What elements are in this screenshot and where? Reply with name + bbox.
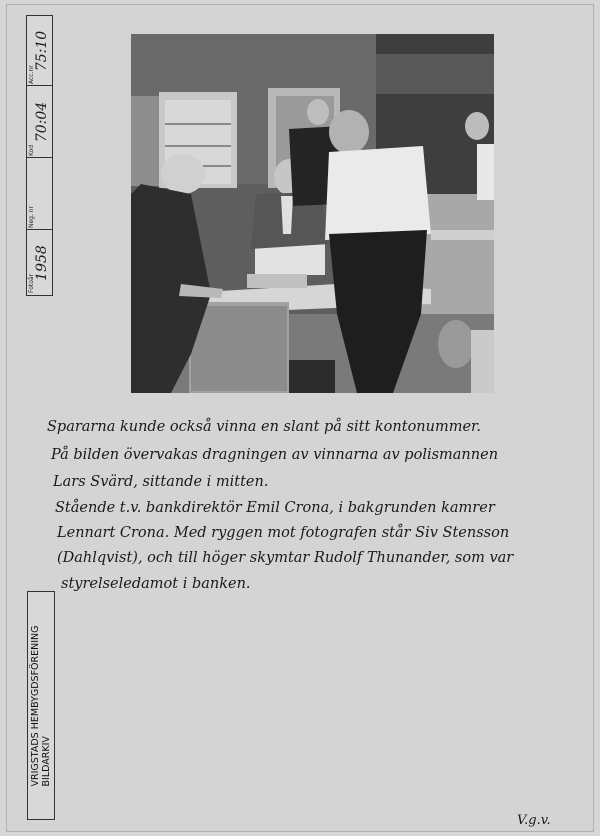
field-kod [27,86,52,158]
field-acc-nr-value: 75:10 [33,30,50,71]
caption-line-3: Lars Svärd, sittande i mitten. [53,474,269,490]
field-fotoar-value: 1958 [33,244,50,281]
archive-card [6,4,594,832]
archive-org-name: VRIGSTADS HEMBYGDSFÖRENING [30,625,41,786]
catalog-info-box [26,15,53,296]
caption-line-5: Lennart Crona. Med ryggen mot fotografen står Siv Stensson [57,525,510,541]
bank-lottery-drawing-photo [131,34,494,393]
archive-collection-name: BILDARKIV [41,735,52,786]
caption-line-7: styrelseledamot i banken. [61,576,251,592]
field-neg-nr [27,158,52,230]
field-acc-nr [27,16,52,86]
field-kod-value: 70:04 [33,101,50,142]
field-acc-nr-label: Acc.nr [28,65,35,84]
archive-stamp [27,591,55,820]
caption-line-1: Spararna kunde också vinna en slant på sitt kontonummer. [47,419,482,435]
field-fotoar [27,230,52,295]
caption-line-4: Stående t.v. bankdirektör Emil Crona, i bakgrunden kamrer [55,500,495,516]
field-fotoar-label: Fotoår [28,273,35,293]
caption-line-6: (Dahlqvist), och till höger skymtar Rudolf Thunander, som var [57,550,514,566]
please-turn-note: V.g.v. [517,813,551,828]
field-neg-nr-label: Neg. nr [28,205,35,228]
caption-line-2: På bilden övervakas dragningen av vinnarna av polismannen [51,447,499,463]
field-kod-label: Kod [28,144,35,156]
